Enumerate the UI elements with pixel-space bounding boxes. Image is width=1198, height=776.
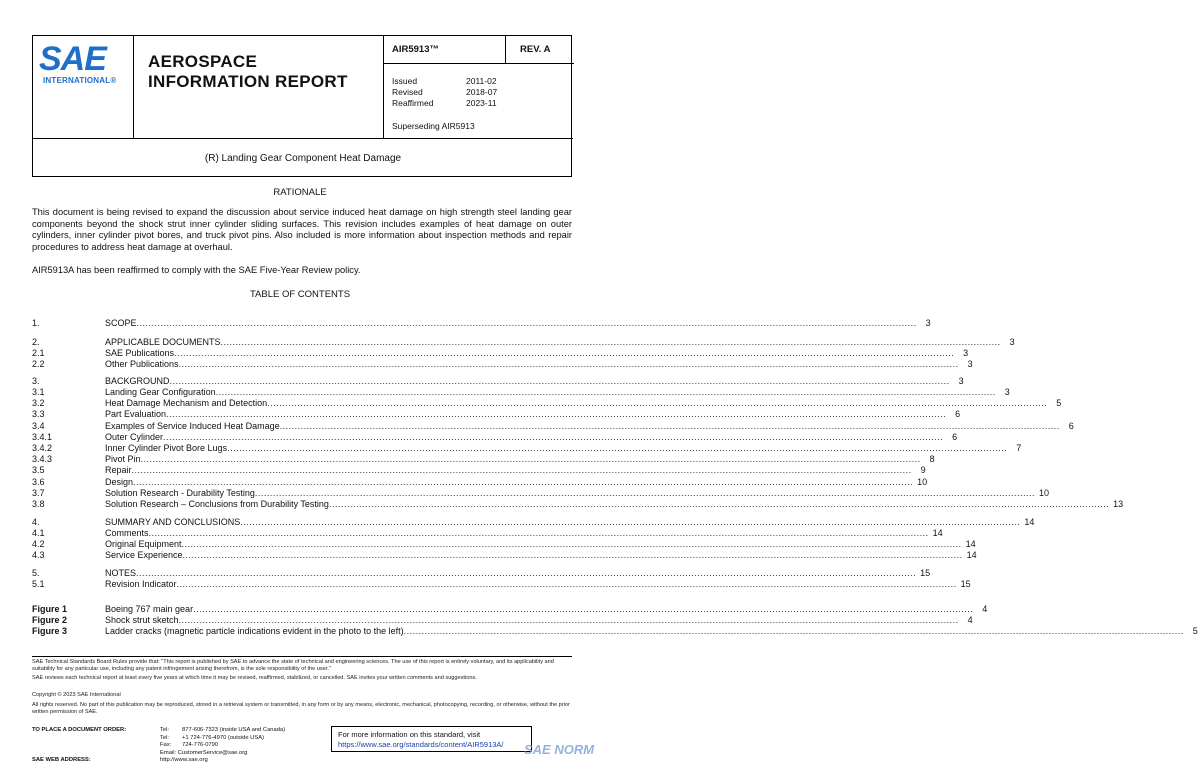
toc-entry[interactable] <box>32 387 1010 398</box>
web-link[interactable]: http://www.sae.org <box>160 757 208 763</box>
date-row-reaffirmed: Reaffirmed 2023-11 <box>392 98 497 108</box>
toc-entry-page: 3 <box>925 318 931 328</box>
review-notice: SAE reviews each technical report at least every five years at which time it may be revised, reaffirmed, stabilized, or cancelled. SAE invites your written comments and suggestions. <box>32 675 477 681</box>
toc-entry-title: Heat Damage Mechanism and Detection <box>105 398 268 408</box>
toc-dot-leader: .................................................................................................................................................................................................................................................................... <box>178 615 959 625</box>
toc-entry-number: 3.8 <box>32 499 45 509</box>
toc-entry-number: 3.4.3 <box>32 454 53 464</box>
toc-entry[interactable] <box>32 359 973 370</box>
email-address[interactable]: Email: CustomerService@sae.org <box>160 749 248 756</box>
toc-entry[interactable] <box>32 488 1050 499</box>
toc-dot-leader: .................................................................................................................................................................................................................................................................... <box>178 359 959 369</box>
toc-entry-title: Examples of Service Induced Heat Damage <box>105 421 280 431</box>
toc-entry-number: Figure 3 <box>32 626 68 636</box>
toc-entry[interactable] <box>32 398 1062 409</box>
rationale-heading: RATIONALE <box>273 187 327 198</box>
toc-entry[interactable] <box>32 539 976 550</box>
toc-entry[interactable] <box>32 477 928 488</box>
toc-entry-page: 6 <box>1068 421 1074 431</box>
toc-entry[interactable] <box>32 376 964 387</box>
toc-dot-leader: .................................................................................................................................................................................................................................................................... <box>227 443 1008 453</box>
toc-entry-number: 3.4.1 <box>32 432 53 442</box>
date-row-issued: Issued 2011-02 <box>392 76 497 86</box>
toc-entry-page: 5 <box>1192 626 1198 636</box>
toc-entry-page: 3 <box>1009 337 1015 347</box>
toc-entry[interactable] <box>32 528 943 539</box>
toc-entry-page: 8 <box>929 454 935 464</box>
title-line-2: INFORMATION REPORT <box>148 72 348 91</box>
fax-number: 724-776-0790 <box>182 742 219 748</box>
toc-entry-title: Solution Research - Durability Testing <box>105 488 255 498</box>
toc-dot-leader: .................................................................................................................................................................................................................................................................... <box>131 465 912 475</box>
document-id: AIR5913™ <box>384 36 506 64</box>
toc-dot-leader: .................................................................................................................................................................................................................................................................... <box>328 499 1110 509</box>
toc-entry-number: 4. <box>32 517 40 527</box>
toc-entry-title: SUMMARY AND CONCLUSIONS <box>105 517 241 527</box>
toc-entry[interactable] <box>32 432 958 443</box>
toc-entry-title: Solution Research – Conclusions from Durability Testing <box>105 499 329 509</box>
toc-dot-leader: .................................................................................................................................................................................................................................................................... <box>279 421 1060 431</box>
toc-dot-leader: .................................................................................................................................................................................................................................................................... <box>181 539 962 549</box>
toc-entry[interactable] <box>32 579 971 590</box>
toc-entry[interactable] <box>32 499 1124 510</box>
toc-entry-number: 3.2 <box>32 398 45 408</box>
toc-entry-page: 3 <box>967 359 973 369</box>
date-row-revised: Revised 2018-07 <box>392 87 498 97</box>
toc-dot-leader: .................................................................................................................................................................................................................................................................... <box>240 517 1021 527</box>
toc-entry-number: 3.4.2 <box>32 443 53 453</box>
document-subtitle: (R) Landing Gear Component Heat Damage <box>204 152 402 164</box>
toc-entry-title: Revision Indicator <box>105 579 177 589</box>
toc-entry-number: 4.2 <box>32 539 45 549</box>
toc-entry-page: 4 <box>982 604 988 614</box>
more-info-box <box>331 726 532 752</box>
reaffirmation-paragraph: AIR5913A has been reaffirmed to comply with the SAE Five-Year Review policy. <box>32 265 361 275</box>
technical-board-notice: SAE Technical Standards Board Rules provide that: "This report is published by SAE to advance the state of technical and engineering sciences. The use of this report is entirely voluntary, and its applicability and suitability for any particular use, including any patent infringement arising therefrom, is the sole responsibility of the user." <box>32 659 554 672</box>
toc-entry[interactable] <box>32 465 926 476</box>
toc-dot-leader: .................................................................................................................................................................................................................................................................... <box>166 409 947 419</box>
toc-entry-title: SCOPE <box>105 318 137 328</box>
toc-entry-number: 5. <box>32 568 40 578</box>
copyright-notice: Copyright © 2023 SAE International <box>32 692 121 698</box>
toc-dot-leader: .................................................................................................................................................................................................................................................................... <box>215 387 996 397</box>
footer-divider <box>32 656 572 657</box>
toc-dot-leader: .................................................................................................................................................................................................................................................................... <box>267 398 1048 408</box>
toc-entry-number: 5.1 <box>32 579 45 589</box>
toc-entry-page: 14 <box>932 528 943 538</box>
toc-entry-page: 14 <box>1024 517 1035 527</box>
sae-logo-text: SAE <box>39 40 106 78</box>
toc-dot-leader: .................................................................................................................................................................................................................................................................... <box>169 376 950 386</box>
toc-entry-number: 4.1 <box>32 528 45 538</box>
more-info-text: For more information on this standard, visit <box>338 730 481 739</box>
title-line-1: AEROSPACE <box>148 52 258 71</box>
toc-entry-number: Figure 2 <box>32 615 68 625</box>
toc-dot-leader: .................................................................................................................................................................................................................................................................... <box>193 604 974 614</box>
toc-entry[interactable] <box>32 454 935 465</box>
toc-entry-title: Inner Cylinder Pivot Bore Lugs <box>105 443 228 453</box>
sae-logo-subtext: INTERNATIONAL® <box>43 76 117 85</box>
toc-dot-leader: .................................................................................................................................................................................................................................................................... <box>136 318 917 328</box>
toc-entry[interactable] <box>32 409 961 420</box>
toc-dot-leader: .................................................................................................................................................................................................................................................................... <box>148 528 929 538</box>
toc-entry-title: Outer Cylinder <box>105 432 164 442</box>
standard-url-link[interactable]: https://www.sae.org/standards/content/AIR5913A/ <box>338 740 504 749</box>
toc-entry-page: 10 <box>917 477 928 487</box>
toc-dot-leader: .................................................................................................................................................................................................................................................................... <box>163 432 944 442</box>
rights-notice: All rights reserved. No part of this publication may be reproduced, stored in a retrieval system or transmitted, in any form or by any means, electronic, mechanical, photocopying, recording, or otherwise, without the prior written permission of SAE. <box>32 702 570 715</box>
toc-entry-page: 7 <box>1016 443 1022 453</box>
toc-dot-leader: .................................................................................................................................................................................................................................................................... <box>140 454 921 464</box>
toc-heading: TABLE OF CONTENTS <box>249 289 351 300</box>
toc-entry[interactable] <box>32 517 1035 528</box>
toc-entry-page: 15 <box>960 579 971 589</box>
toc-entry-page: 4 <box>967 615 973 625</box>
toc-entry-page: 14 <box>965 539 976 549</box>
toc-entry-page: 3 <box>958 376 964 386</box>
toc-entry-number: Figure 1 <box>32 604 68 614</box>
toc-dot-leader: .................................................................................................................................................................................................................................................................... <box>220 337 1001 347</box>
toc-entry-page: 10 <box>1039 488 1050 498</box>
toc-entry-title: Original Equipment <box>105 539 182 549</box>
toc-figure-entry[interactable] <box>32 604 988 615</box>
toc-entry-number: 3.7 <box>32 488 45 498</box>
toc-entry-page: 15 <box>920 568 931 578</box>
toc-dot-leader: .................................................................................................................................................................................................................................................................... <box>133 477 914 487</box>
toc-dot-leader: .................................................................................................................................................................................................................................................................... <box>403 626 1184 636</box>
toc-entry-title: Landing Gear Configuration <box>105 387 216 397</box>
toc-entry-page: 14 <box>966 550 977 560</box>
toc-entry-title: Pivot Pin <box>105 454 141 464</box>
toc-entry[interactable] <box>32 568 931 579</box>
toc-entry-number: 3.4 <box>32 421 45 431</box>
toc-entry-title: Other Publications <box>105 359 179 369</box>
toc-entry-number: 3.6 <box>32 477 45 487</box>
toc-entry-title: BACKGROUND <box>105 376 170 386</box>
toc-entry-title: Boeing 767 main gear <box>105 604 194 614</box>
toc-entry[interactable] <box>32 318 931 329</box>
toc-figure-entry[interactable] <box>32 615 973 626</box>
toc-dot-leader: .................................................................................................................................................................................................................................................................... <box>176 579 957 589</box>
toc-entry[interactable] <box>32 348 969 359</box>
toc-entry-title: APPLICABLE DOCUMENTS <box>105 337 221 347</box>
toc-entry[interactable] <box>32 337 1015 348</box>
rationale-paragraph: This document is being revised to expand the discussion about service induced heat damage on high strength steel landing gear components beyond the shock strut inner cylinder sliding surfaces. This revision includes examples of heat damage on outer cylinders, inner cylinder pivot bores, and truck pivot pins. Also included is more information about inspection methods and repair procedures to address heat damage at overhaul. <box>32 207 572 252</box>
document-info <box>383 36 573 138</box>
toc-entry-title: SAE Publications <box>105 348 175 358</box>
phone-intl: +1 724-776-4970 (outside USA) <box>182 734 265 741</box>
toc-entry-number: 3.5 <box>32 465 45 475</box>
sae-logo <box>33 36 133 138</box>
toc-entry-number: 2. <box>32 337 40 347</box>
toc-entry-number: 4.3 <box>32 550 45 560</box>
toc-entry-title: Design <box>105 477 134 487</box>
toc-entry-page: 6 <box>955 409 961 419</box>
toc-entry-title: Shock strut sketch <box>105 615 179 625</box>
toc-entry-number: 3.3 <box>32 409 45 419</box>
web-label: SAE WEB ADDRESS: <box>32 757 91 763</box>
document-header <box>32 35 572 177</box>
toc-entry[interactable] <box>32 421 1074 432</box>
toc-entry-page: 3 <box>1004 387 1010 397</box>
toc-entry-title: Comments <box>105 528 149 538</box>
subtitle-row <box>33 138 573 177</box>
toc-entry-title: Part Evaluation <box>105 409 167 419</box>
toc-entry-number: 2.1 <box>32 348 45 358</box>
toc-entry-title: Repair <box>105 465 132 475</box>
order-label: TO PLACE A DOCUMENT ORDER: <box>32 727 127 733</box>
watermark-logo: SAE NORM <box>524 742 595 757</box>
toc-entry-title: Service Experience <box>105 550 183 560</box>
date-list <box>392 76 562 109</box>
toc-entry-page: 13 <box>1113 499 1124 509</box>
toc-entry-page: 5 <box>1056 398 1062 408</box>
toc-entry-page: 9 <box>920 465 926 475</box>
revision-label: REV. A <box>506 36 574 64</box>
phone-us: 877-606-7323 (inside USA and Canada) <box>182 727 286 733</box>
toc-entry-number: 2.2 <box>32 359 45 369</box>
toc-entry-title: Ladder cracks (magnetic particle indications evident in the photo to the left) <box>105 626 404 636</box>
toc-dot-leader: .................................................................................................................................................................................................................................................................... <box>136 568 917 578</box>
toc-entry[interactable] <box>32 550 977 561</box>
superseding-note: Superseding AIR5913 <box>392 121 475 131</box>
toc-dot-leader: .................................................................................................................................................................................................................................................................... <box>182 550 963 560</box>
toc-entry[interactable] <box>32 443 1022 454</box>
toc-entry-number: 1. <box>32 318 40 328</box>
toc-entry-title: NOTES <box>105 568 137 578</box>
toc-dot-leader: .................................................................................................................................................................................................................................................................... <box>254 488 1036 498</box>
report-type-title <box>133 36 383 138</box>
toc-entry-number: 3.1 <box>32 387 45 397</box>
toc-entry-page: 3 <box>963 348 969 358</box>
toc-dot-leader: .................................................................................................................................................................................................................................................................... <box>174 348 955 358</box>
toc-figure-entry[interactable] <box>32 626 1198 637</box>
toc-entry-page: 6 <box>952 432 958 442</box>
toc-entry-number: 3. <box>32 376 40 386</box>
